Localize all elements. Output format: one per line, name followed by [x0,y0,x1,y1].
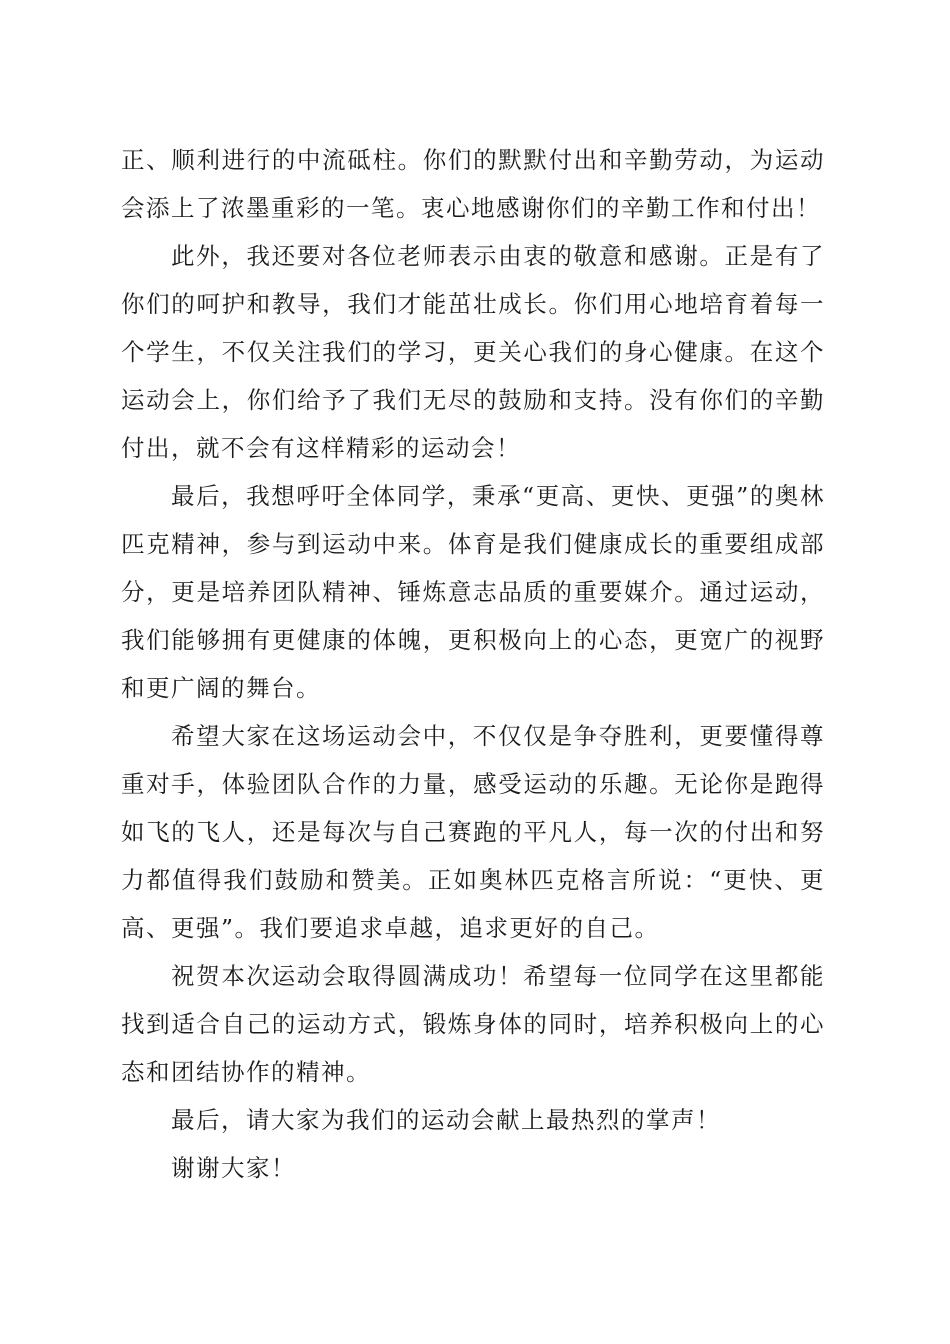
paragraph-thanks-teachers: 此外，我还要对各位老师表示由衷的敬意和感谢。正是有了你们的呵护和教导，我们才能茁壮成长。你们用心地培育着每一个学生，不仅关注我们的学习，更关心我们的身心健康。在这个运动会上，你们给予了我们无尽的鼓励和支持。没有你们的辛勤付出，就不会有这样精彩的运动会！ [121,242,825,462]
paragraph-applause: 最后，请大家为我们的运动会献上最热烈的掌声！ [171,1106,721,1134]
paragraph-continuation: 正、顺利进行的中流砥柱。你们的默默付出和辛勤劳动，为运动会添上了浓墨重彩的一笔。衷心地感谢你们的辛勤工作和付出！ [121,146,825,222]
paragraph-closing: 谢谢大家！ [171,1154,296,1182]
document-body [121,136,825,1192]
paragraph-congratulations: 祝贺本次运动会取得圆满成功！希望每一位同学在这里都能找到适合自己的运动方式，锻炼身体的同时，培养积极向上的心态和团结协作的精神。 [121,962,825,1086]
paragraph-olympic-spirit: 最后，我想呼吁全体同学，秉承“更高、更快、更强”的奥林匹克精神，参与到运动中来。体育是我们健康成长的重要组成部分，更是培养团队精神、锤炼意志品质的重要媒介。通过运动，我们能够拥有更健康的体魄，更积极向上的心态，更宽广的视野和更广阔的舞台。 [121,482,825,702]
paragraph-hope: 希望大家在这场运动会中，不仅仅是争夺胜利，更要懂得尊重对手，体验团队合作的力量，感受运动的乐趣。无论你是跑得如飞的飞人，还是每次与自己赛跑的平凡人，每一次的付出和努力都值得我们鼓励和赞美。正如奥林匹克格言所说：“更快、更高、更强”。我们要追求卓越，追求更好的自己。 [121,722,825,942]
